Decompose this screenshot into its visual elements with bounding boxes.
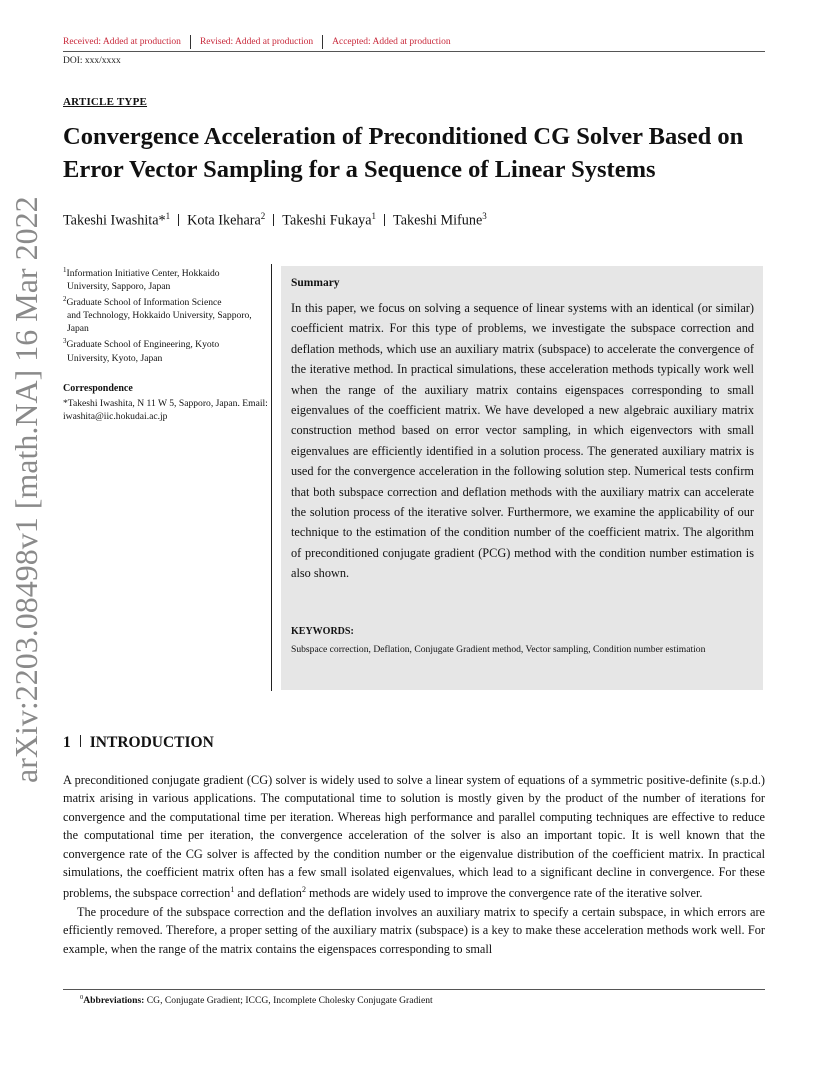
summary-text: In this paper, we focus on solving a sequence of linear systems with an identical (or similar) coefficient matrix. For this type of problems, we investigate the subspace correction and deflation methods, which use an auxiliary matrix (subspace) to accelerate the convergence of the iterative method. In practical simulations, these acceleration methods typically work well when the range of the auxiliary matrix contains eigenspaces corresponding to small eigenvalues of the coefficient matrix. We have developed a new algebraic auxiliary matrix construction method based on error vector sampling, in which eigenvectors with small eigenvalues are efficiently identified in a solution process. The generated auxiliary matrix is used for the convergence acceleration in the following solution step. Numerical tests confirm that both subspace correction and deflation methods with the auxiliary matrix can accelerate the solution process of the iterative solver. Furthermore, we examine the applicability of our technique to the estimation of the condition number of the coefficient matrix. The algorithm of preconditioned conjugate gradient (PCG) method with the condition number estimation is also shown.: [291, 301, 754, 581]
text-run: A preconditioned conjugate gradient (CG) solver is widely used to solve a linear system of equations of a symmetric positive-definite (s.p.d.) matrix arising in various applications. The computational time to solution is mostly given by the product of the number of iterations for convergence and the computational time per iteration. Whereas high performance and parallel computing techniques are effective to reduce the computational time per iteration, the convergence acceleration of the solver is also an important topic. It is well known that the convergence rate of the CG solver is affected by the condition number or the eigenvalue distribution of the coefficient matrix. In practical simulations, the coefficient matrix often has a few small isolated eigenvalues, which lead to a significant decline in convergence. For these problems, the subspace correction: [63, 773, 765, 901]
divider: [322, 35, 323, 49]
author: Takeshi Iwashita*: [63, 212, 166, 229]
affil-text: University, Sapporo, Japan: [67, 281, 171, 293]
section-heading: [63, 734, 214, 752]
doi: DOI: xxx/xxxx: [63, 56, 121, 66]
footnote-text: CG, Conjugate Gradient; ICCG, Incomplete Cholesky Conjugate Gradient: [144, 995, 433, 1007]
author: Kota Ikehara: [187, 212, 261, 229]
affil-mark: 1: [63, 266, 67, 274]
divider: [80, 735, 81, 747]
affiliation: [63, 335, 268, 364]
header-rule: [63, 51, 765, 52]
paragraph: The procedure of the subspace correction and the deflation involves an auxiliary matrix to specify a certain subspace, in which errors are efficiently removed. Therefore, a proper setting of the auxiliary matrix (subspace) is a key to make these acceleration methods work well. For example, when the range of the matrix contains the eigenspaces corresponding to small: [63, 904, 765, 956]
text-run: methods are widely used to improve the convergence rate of the iterative solver.: [305, 886, 703, 901]
received-date: Received: Added at production: [63, 37, 181, 48]
keywords-text: Subspace correction, Deflation, Conjugate Gradient method, Vector sampling, Condition number estimation: [291, 644, 706, 655]
paragraph: [63, 771, 765, 903]
column-divider: [271, 264, 272, 691]
citation-ref[interactable]: 2: [301, 885, 306, 895]
accepted-date: Accepted: Added at production: [332, 37, 451, 48]
affiliation: [63, 264, 268, 293]
affil-text: Information Initiative Center, Hokkaido: [66, 268, 220, 280]
author: Takeshi Fukaya: [282, 212, 372, 229]
author-affil-mark: 1: [371, 211, 377, 221]
author-affil-mark: 3: [482, 211, 487, 221]
article-type: ARTICLE TYPE: [63, 96, 148, 108]
affil-text: Graduate School of Engineering, Kyoto: [66, 339, 220, 351]
citation-ref[interactable]: 1: [230, 885, 235, 895]
divider: [190, 35, 191, 49]
footnote-rule: [63, 989, 765, 990]
keywords-heading: KEYWORDS:: [291, 626, 354, 637]
submission-dates: [63, 35, 451, 49]
divider: [384, 214, 385, 226]
divider: [178, 214, 179, 226]
affiliation: [63, 293, 268, 335]
section-number: 1: [63, 734, 71, 751]
author-list: [63, 211, 487, 230]
text-run: and deflation: [234, 886, 302, 901]
footnote: [80, 994, 433, 1006]
author-affil-mark: 1: [165, 211, 171, 221]
correspondence-text: *Takeshi Iwashita, N 11 W 5, Sapporo, Japan. Email: iwashita@iic.hokudai.ac.jp: [63, 398, 268, 422]
affiliations: [63, 264, 268, 365]
correspondence-heading: Correspondence: [63, 383, 133, 394]
paper-title: Convergence Acceleration of Preconditioned CG Solver Based on Error Vector Sampling for a Sequence of Linear Systems: [63, 123, 744, 183]
author-affil-mark: 2: [260, 211, 266, 221]
summary-heading: Summary: [291, 277, 340, 289]
divider: [273, 214, 274, 226]
introduction-body: [63, 771, 765, 958]
affil-text: University, Kyoto, Japan: [67, 352, 163, 364]
section-title: INTRODUCTION: [89, 734, 214, 751]
arxiv-identifier: arXiv:2203.08498v1 [math.NA] 16 Mar 2022: [8, 196, 44, 783]
affil-mark: 2: [63, 295, 67, 304]
footnote-label: Abbreviations:: [83, 995, 145, 1007]
author: Takeshi Mifune: [393, 212, 483, 229]
affil-text: Graduate School of Information Science: [66, 297, 222, 309]
footnote-mark: 0: [80, 994, 84, 1001]
revised-date: Revised: Added at production: [199, 37, 314, 48]
affil-text: and Technology, Hokkaido University, Sapporo, Japan: [67, 310, 252, 335]
affil-mark: 3: [63, 337, 67, 346]
